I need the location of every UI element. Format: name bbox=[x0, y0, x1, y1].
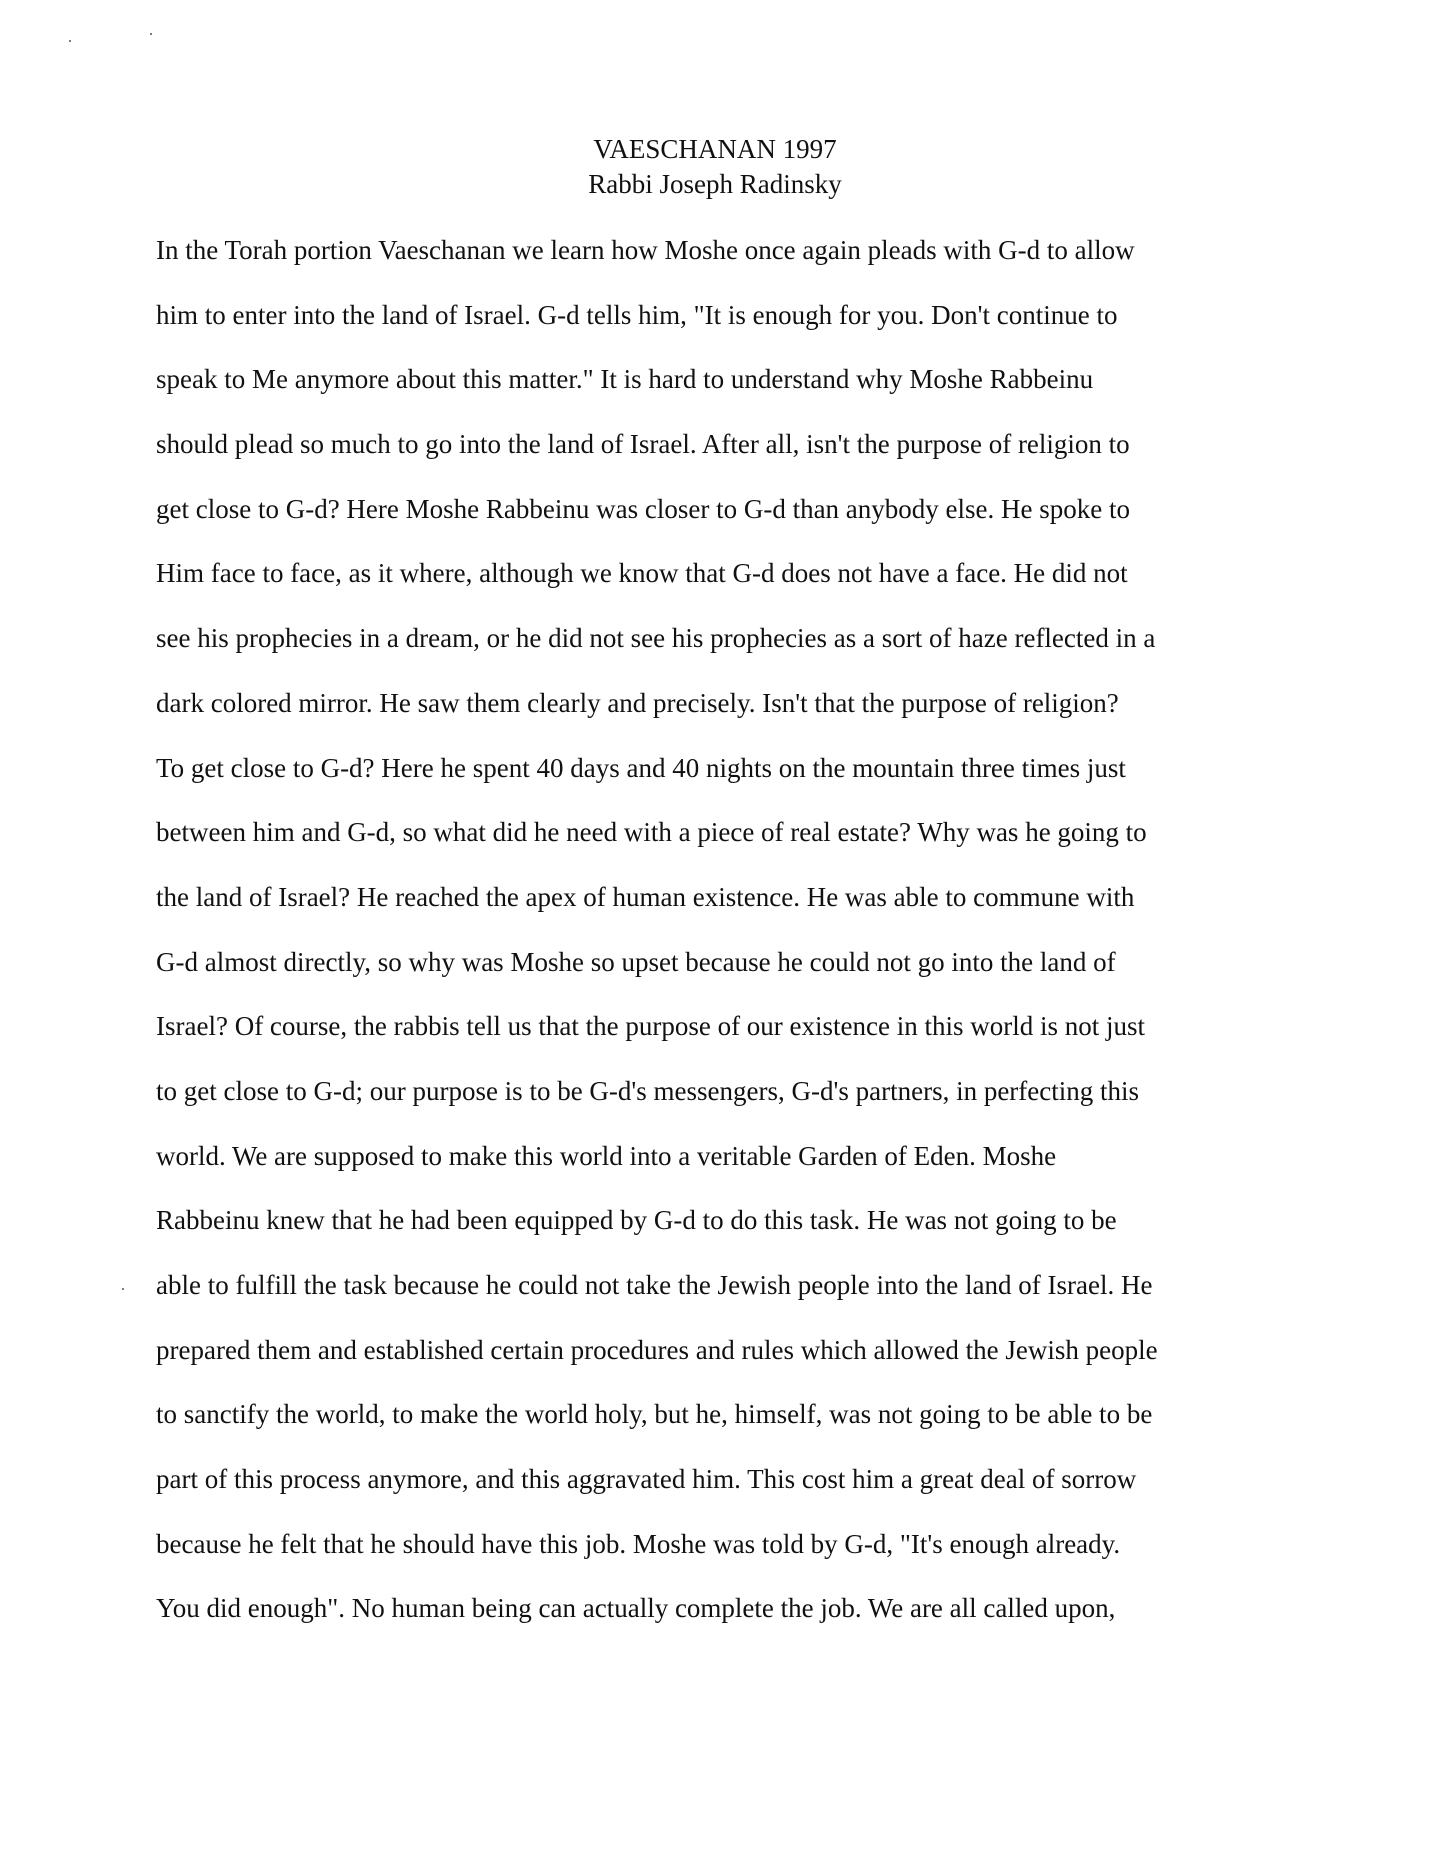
body-line: Him face to face, as it where, although we know that G-d does not have a face. He did not bbox=[156, 558, 1128, 588]
document-title: VAESCHANAN 1997 bbox=[593, 134, 837, 164]
body-line: dark colored mirror. He saw them clearly and precisely. Isn't that the purpose of religion? bbox=[156, 688, 1119, 718]
body-line: the land of Israel? He reached the apex of human existence. He was able to commune with bbox=[156, 882, 1135, 912]
body-line: In the Torah portion Vaeschanan we learn how Moshe once again pleads with G-d to allow bbox=[156, 235, 1135, 265]
body-line: see his prophecies in a dream, or he did not see his prophecies as a sort of haze reflected in a bbox=[156, 623, 1156, 653]
body-line: to get close to G-d; our purpose is to be G-d's messengers, G-d's partners, in perfecting this bbox=[156, 1076, 1140, 1106]
body-line: because he felt that he should have this job. Moshe was told by G-d, "It's enough already. bbox=[156, 1529, 1121, 1559]
body-line: prepared them and established certain procedures and rules which allowed the Jewish people bbox=[156, 1335, 1158, 1365]
scan-speck bbox=[122, 1288, 124, 1290]
body-line: able to fulfill the task because he could not take the Jewish people into the land of Israel. He bbox=[156, 1270, 1153, 1300]
scan-speck bbox=[150, 33, 152, 35]
body-line: world. We are supposed to make this world into a veritable Garden of Eden. Moshe bbox=[156, 1141, 1057, 1171]
body-line: You did enough". No human being can actually complete the job. We are all called upon, bbox=[156, 1593, 1116, 1623]
body-line: Rabbeinu knew that he had been equipped by G-d to do this task. He was not going to be bbox=[156, 1205, 1117, 1235]
body-line: To get close to G-d? Here he spent 40 days and 40 nights on the mountain three times just bbox=[156, 753, 1126, 783]
body-line: him to enter into the land of Israel. G-d tells him, "It is enough for you. Don't continue to bbox=[156, 300, 1118, 330]
body-line: part of this process anymore, and this aggravated him. This cost him a great deal of sorrow bbox=[156, 1464, 1137, 1494]
body-line: Israel? Of course, the rabbis tell us that the purpose of our existence in this world is not just bbox=[156, 1011, 1146, 1041]
body-line: G-d almost directly, so why was Moshe so upset because he could not go into the land of bbox=[156, 947, 1116, 977]
body-line: get close to G-d? Here Moshe Rabbeinu was closer to G-d than anybody else. He spoke to bbox=[156, 494, 1130, 524]
body-line: between him and G-d, so what did he need with a piece of real estate? Why was he going to bbox=[156, 817, 1147, 847]
body-line: to sanctify the world, to make the world holy, but he, himself, was not going to be able to be bbox=[156, 1399, 1153, 1429]
body-line: should plead so much to go into the land of Israel. After all, isn't the purpose of religion to bbox=[156, 429, 1130, 459]
scan-speck bbox=[69, 40, 71, 42]
document-author: Rabbi Joseph Radinsky bbox=[588, 169, 842, 199]
body-line: speak to Me anymore about this matter." It is hard to understand why Moshe Rabbeinu bbox=[156, 364, 1094, 394]
